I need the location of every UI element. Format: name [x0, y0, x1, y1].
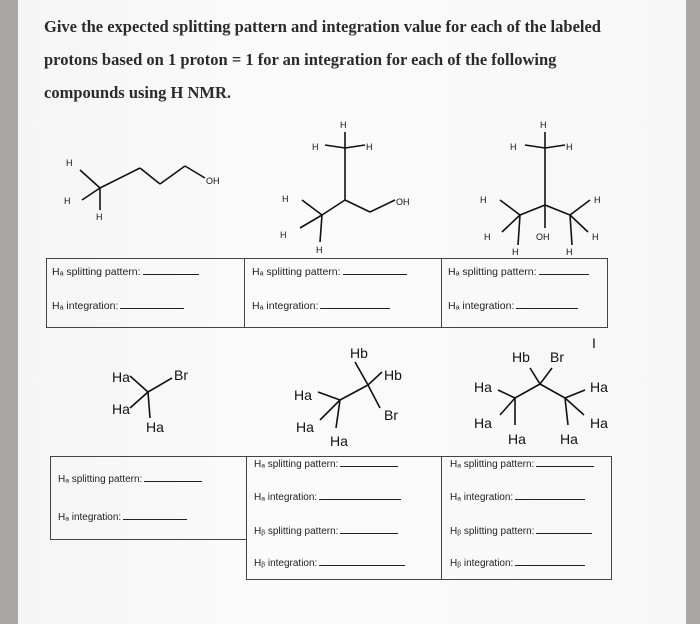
c5-ha-3: Ha [330, 433, 348, 449]
c5b-split-field[interactable] [254, 526, 398, 537]
c5-hb-2: Hb [384, 367, 402, 383]
c5b-split-label: Hᵦ splitting pattern: [254, 526, 339, 537]
c6b-int-label: Hᵦ integration: [450, 558, 514, 569]
c5-ha-1: Ha [294, 387, 312, 403]
c2-split-label: Hₐ splitting pattern: [252, 266, 341, 278]
c6-ha-3: Ha [474, 415, 492, 431]
c2-split-field[interactable] [252, 266, 407, 278]
c3-h-6: H [566, 247, 573, 257]
c1-split-field[interactable] [52, 266, 199, 278]
c4-ha-3: Ha [146, 419, 164, 435]
question-line-1: Give the expected splitting pattern and integration value for each of the labeled [44, 17, 601, 36]
c2-oh-label: OH [396, 197, 410, 207]
c5b-int-field[interactable] [254, 558, 405, 569]
c2-h-mid: H [282, 194, 289, 204]
c2-int-label: Hₐ integration: [252, 300, 319, 312]
c5-ha-2: Ha [296, 419, 314, 435]
c1-split-label: Hₐ splitting pattern: [52, 266, 141, 278]
c2-h-right: H [366, 142, 373, 152]
compound-1-structure [64, 158, 220, 222]
c5-split-label: Hₐ splitting pattern: [254, 459, 339, 470]
c4-split-field[interactable] [58, 474, 202, 485]
c2-h-top: H [340, 120, 347, 130]
c6b-split-field[interactable] [450, 526, 592, 537]
c6-ha-6: Ha [560, 431, 578, 447]
c3-oh-label: OH [536, 232, 550, 242]
c1-oh-label: OH [206, 176, 220, 186]
c4-int-label: Hₐ integration: [58, 512, 122, 523]
c1-h-label-3: H [96, 212, 103, 222]
question-line-3: compounds using H NMR. [44, 83, 232, 102]
c6-hb-label: Hb [512, 349, 530, 365]
c3-int-label: Hₐ integration: [448, 300, 515, 312]
c3-h-right: H [566, 142, 573, 152]
c6-split-field[interactable] [450, 459, 594, 470]
compound-5-structure [294, 345, 402, 449]
c6-ha-2: Ha [590, 379, 608, 395]
c1-h-label-1: H [66, 158, 73, 168]
c1-int-field[interactable] [52, 300, 184, 312]
text-cursor-icon: I [592, 335, 596, 351]
c3-h-top: H [540, 120, 547, 130]
question-line-2: protons based on 1 proton = 1 for an integration for each of the following [44, 50, 557, 69]
compound-6-structure [474, 349, 608, 447]
c3-split-label: Hₐ splitting pattern: [448, 266, 537, 278]
compound-2-structure [280, 120, 410, 255]
c5-hb-1: Hb [350, 345, 368, 361]
c1-h-label-2: H [64, 196, 71, 206]
c3-split-field[interactable] [448, 266, 589, 278]
c3-h-4: H [594, 195, 601, 205]
c4-split-label: Hₐ splitting pattern: [58, 474, 143, 485]
c6-split-label: Hₐ splitting pattern: [450, 459, 535, 470]
c5-br-label: Br [384, 407, 398, 423]
c5b-int-label: Hᵦ integration: [254, 558, 318, 569]
compound-4-answer-box [50, 456, 246, 540]
c4-ha-1: Ha [112, 369, 130, 385]
c5-split-field[interactable] [254, 459, 398, 470]
c2-int-field[interactable] [252, 300, 390, 312]
c3-h-5: H [592, 232, 599, 242]
compound-3-structure [480, 120, 601, 257]
c3-h-left: H [510, 142, 517, 152]
c6-br-label: Br [550, 349, 564, 365]
c6b-split-label: Hᵦ splitting pattern: [450, 526, 535, 537]
c6-ha-4: Ha [590, 415, 608, 431]
c6-int-field[interactable] [450, 492, 585, 503]
c4-int-field[interactable] [58, 512, 187, 523]
c6-ha-5: Ha [508, 431, 526, 447]
c3-h-1: H [480, 195, 487, 205]
c2-h-low: H [280, 230, 287, 240]
compound-4-structure [112, 367, 188, 435]
c3-h-2: H [484, 232, 491, 242]
c2-h-left: H [312, 142, 319, 152]
c6-ha-1: Ha [474, 379, 492, 395]
c3-h-3: H [512, 247, 519, 257]
c6b-int-field[interactable] [450, 558, 585, 569]
c3-int-field[interactable] [448, 300, 578, 312]
c5-int-field[interactable] [254, 492, 401, 503]
c1-int-label: Hₐ integration: [52, 300, 119, 312]
c6-int-label: Hₐ integration: [450, 492, 514, 503]
c4-ha-2: Ha [112, 401, 130, 417]
c4-br-label: Br [174, 367, 188, 383]
c5-int-label: Hₐ integration: [254, 492, 318, 503]
c2-h-bottom: H [316, 245, 323, 255]
